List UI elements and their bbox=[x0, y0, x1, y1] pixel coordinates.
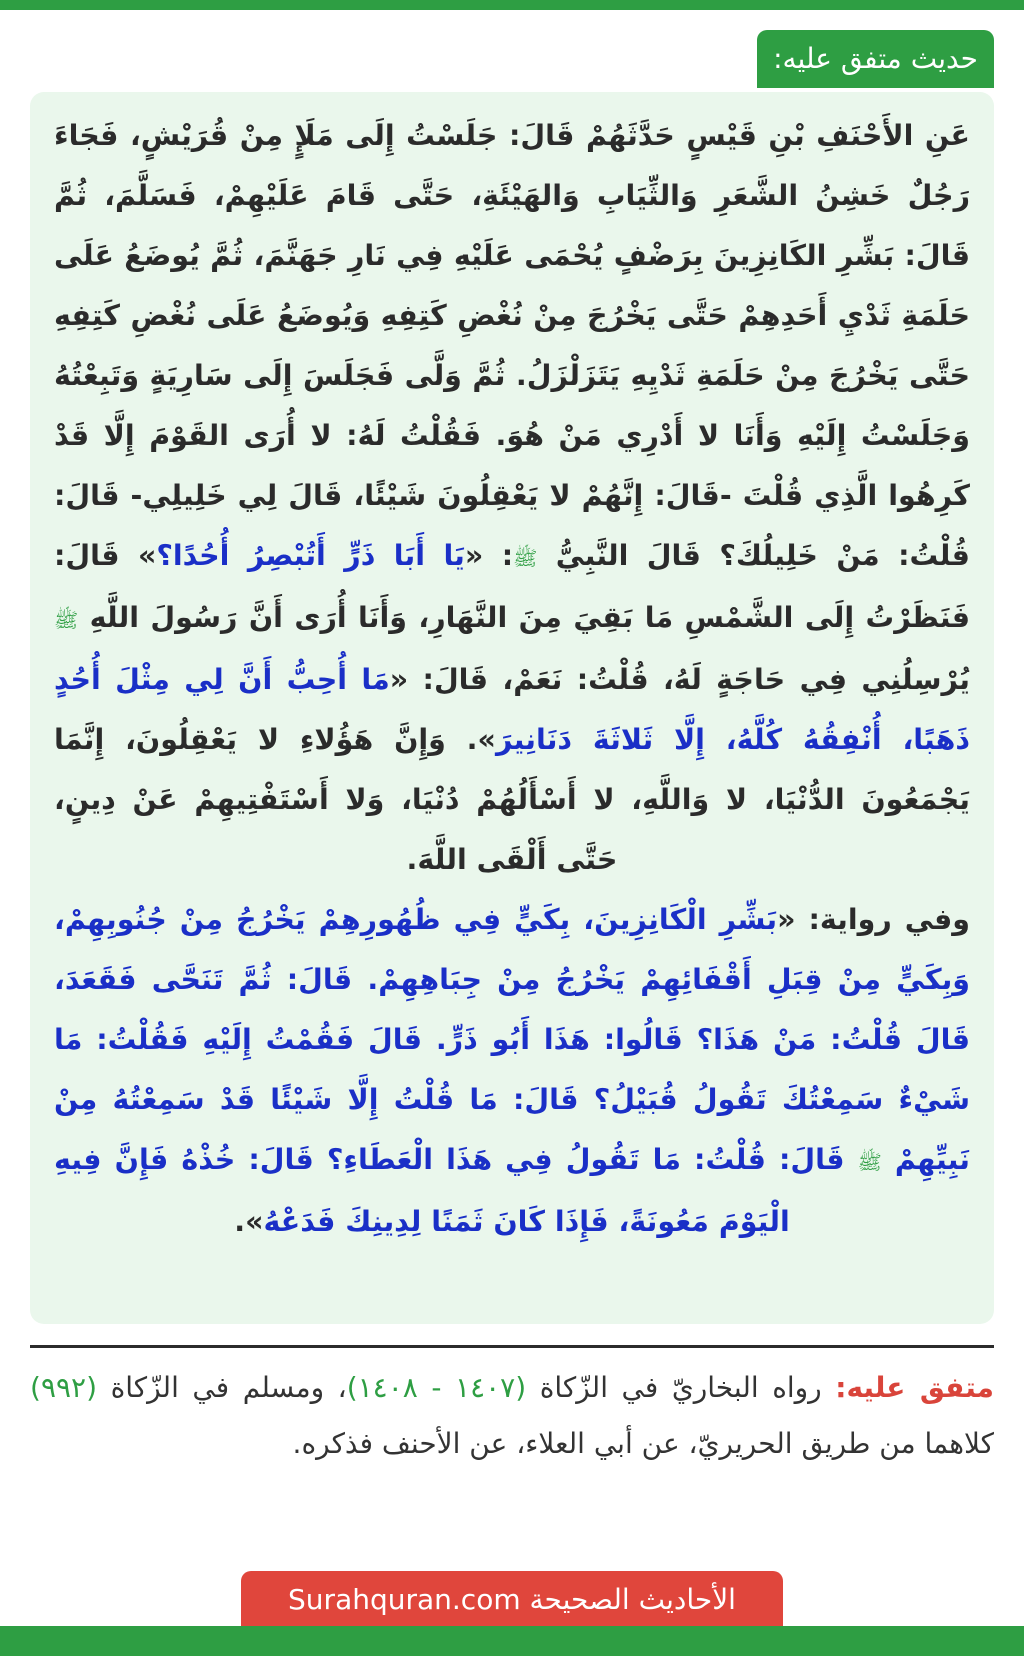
bottom-accent-bar bbox=[0, 1626, 1024, 1656]
riwaya-end: ». bbox=[234, 1205, 264, 1238]
takhrij-section bbox=[30, 1360, 994, 1472]
prophet-quote: يَا أَبَا ذَرٍّ أَتُبْصِرُ أُحُدًا؟ bbox=[156, 539, 465, 572]
hadith-category-badge: حديث متفق عليه: bbox=[757, 30, 994, 88]
hadith-text-box bbox=[30, 92, 994, 1324]
riwaya-quote: بَشِّرِ الْكَانِزِينَ، بِكَيٍّ فِي ظُهُورِهِمْ يَخْرُجُ مِنْ جُنُوبِهِمْ، وَبِكَيٍّ مِنْ قِبَلِ أَقْفَائِهِمْ يَخْرُجُ مِنْ جِبَاهِهِمْ. قَالَ: ثُمَّ تَنَحَّى فَقَعَدَ، قَالَ قُلْتُ: مَنْ هَذَا؟ قَالُوا: هَذَا أَبُو ذَرٍّ. قَالَ فَقُمْتُ إِلَيْهِ فَقُلْتُ: مَا شَيْءٌ سَمِعْتُكَ تَقُولُ قُبَيْلُ؟ قَالَ: مَا قُلْتُ إِلَّا شَيْئًا قَدْ سَمِعْتُهُ مِنْ نَبِيِّهِمْ bbox=[54, 903, 970, 1176]
site-name-badge: الأحاديث الصحيحة Surahquran.com bbox=[241, 1571, 783, 1629]
hadith-text-segment: ». وَإِنَّ هَؤُلاءِ لا يَعْقِلُونَ، إِنَّمَا يَجْمَعُونَ الدُّنْيَا، لا وَاللَّهِ، لا أَسْأَلُهُمْ دُنْيَا، وَلا أَسْتَفْتِيهِمْ عَنْ دِينٍ، حَتَّى أَلْقَى اللَّهَ. bbox=[54, 723, 970, 876]
takhrij-label: متفق عليه: bbox=[835, 1371, 994, 1404]
salawat-symbol-icon: ﷺ bbox=[513, 546, 538, 570]
hadith-text-segment: : « bbox=[464, 539, 514, 572]
hadith-paragraph-riwaya bbox=[54, 890, 970, 1252]
hadith-text-segment: » قَالَ: فَنَظَرْتُ إِلَى الشَّمْسِ مَا بَقِيَ مِنَ النَّهَارِ، وَأَنَا أُرَى أَنَّ رَسُولَ اللَّهِ bbox=[54, 539, 970, 634]
section-divider bbox=[30, 1345, 994, 1348]
hadith-text-segment: يُرْسِلُنِي فِي حَاجَةٍ لَهُ، قُلْتُ: نَعَمْ، قَالَ: « bbox=[389, 663, 970, 696]
prophet-quote: مَا أُحِبُّ أَنَّ لِي مِثْلَ أُحُدٍ ذَهَبًا، أُنْفِقُهُ كُلَّهُ، إِلَّا ثَلاثَةَ دَنَانِيرَ bbox=[54, 663, 970, 756]
hadith-number: (١٤٠٧ - ١٤٠٨) bbox=[346, 1371, 527, 1404]
takhrij-text: كلاهما من طريق الحريريّ، عن أبي العلاء، عن الأحنف فذكره. bbox=[292, 1427, 994, 1460]
riwaya-quote: قَالَ: قُلْتُ: مَا تَقُولُ فِي هَذَا الْعَطَاءِ؟ قَالَ: خُذْهُ فَإِنَّ فِيهِ الْيَوْمَ مَعُونَةً، فَإِذَا كَانَ ثَمَنًا لِدِينِكَ فَدَعْهُ bbox=[54, 1143, 845, 1238]
hadith-text-segment: عَنِ الأَحْنَفِ بْنِ قَيْسٍ حَدَّثَهُمْ قَالَ: جَلَسْتُ إِلَى مَلَإٍ مِنْ قُرَيْشٍ، فَجَاءَ رَجُلٌ خَشِنُ الشَّعَرِ وَالثِّيَابِ وَالهَيْئَةِ، حَتَّى قَامَ عَلَيْهِمْ، فَسَلَّمَ، ثُمَّ قَالَ: بَشِّرِ الكَانِزِينَ بِرَضْفٍ يُحْمَى عَلَيْهِ فِي نَارِ جَهَنَّمَ، ثُمَّ يُوضَعُ عَلَى حَلَمَةِ ثَدْيِ أَحَدِهِمْ حَتَّى يَخْرُجَ مِنْ نُغْضِ كَتِفِهِ وَيُوضَعُ عَلَى نُغْضِ كَتِفِهِ حَتَّى يَخْرُجَ مِنْ حَلَمَةِ ثَدْيِهِ يَتَزَلْزَلُ. ثُمَّ وَلَّى فَجَلَسَ إِلَى سَارِيَةٍ وَتَبِعْتُهُ وَجَلَسْتُ إِلَيْهِ وَأَنَا لا أَدْرِي مَنْ هُوَ. فَقُلْتُ لَهُ: لا أُرَى القَوْمَ إِلَّا قَدْ كَرِهُوا الَّذِي قُلْتَ -قَالَ: إِنَّهُمْ لا يَعْقِلُونَ شَيْئًا، قَالَ لِي خَلِيلِي- قَالَ: قُلْتُ: مَنْ خَلِيلُكَ؟ قَالَ النَّبِيُّ bbox=[54, 119, 970, 572]
salawat-symbol-icon: ﷺ bbox=[54, 608, 79, 632]
takhrij-text: رواه البخاريّ في الزّكاة bbox=[539, 1371, 822, 1404]
salawat-symbol-icon: ﷺ bbox=[857, 1150, 882, 1174]
takhrij-text: ، ومسلم في الزّكاة bbox=[110, 1371, 347, 1404]
hadith-number: (٩٩٢) bbox=[30, 1371, 97, 1404]
riwaya-intro: وفي رواية: « bbox=[777, 903, 970, 936]
top-accent-bar bbox=[0, 0, 1024, 10]
hadith-paragraph-main bbox=[54, 106, 970, 890]
